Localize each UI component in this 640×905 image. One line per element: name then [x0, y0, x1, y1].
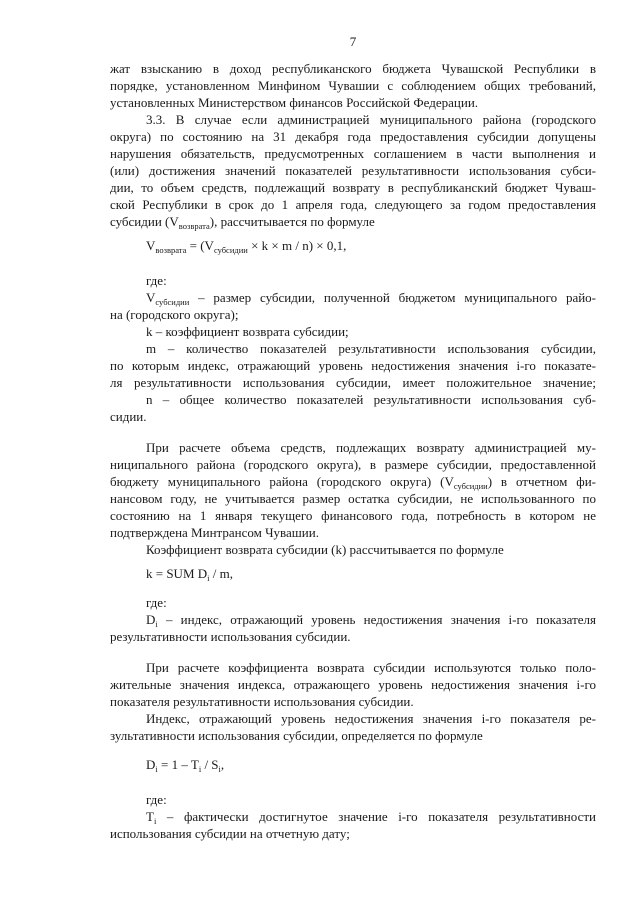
definitions-list: [110, 791, 596, 842]
text-segment: ) в отчетном фи-: [487, 474, 596, 489]
text-line: [110, 289, 596, 306]
text-line: [110, 473, 596, 490]
text-line: порядке, установленном Минфином Чувашии с соблюдением общих требований,: [110, 78, 596, 93]
where-label: где:: [146, 273, 167, 288]
text-section: [110, 659, 596, 744]
text-segment: – индекс, отражающий уровень недостижения значения i-го показателя: [157, 612, 596, 627]
text-line: k – коэффициент возврата субсидии;: [146, 324, 349, 339]
formula-symbol: / S: [201, 757, 219, 772]
subscript: i: [198, 764, 202, 774]
formula-symbol: = 1 – T: [157, 757, 199, 772]
where-label: где:: [146, 792, 167, 807]
subscript: i: [207, 573, 210, 583]
where-label: где:: [146, 595, 167, 610]
subscript: субсидии: [453, 481, 488, 491]
text-segment: бюджету муниципального района (городского округа) (V: [110, 474, 454, 489]
formula-symbol: × k × m / n) × 0,1,: [247, 238, 347, 253]
text-line: на (городского округа);: [110, 307, 239, 322]
text-line: При расчете коэффициента возврата субсидии используются только поло-: [146, 660, 596, 675]
text-line: Коэффициент возврата субсидии (k) рассчитывается по формуле: [146, 542, 504, 557]
text-line: жительные значения индекса, отражающего уровень недостижения значения i-го: [110, 677, 596, 692]
formula-symbol: = (V: [186, 238, 214, 253]
text-line: При расчете объема средств, подлежащих возврату администрацией му-: [146, 440, 596, 455]
text-line: округа) по состоянию на 31 декабря года предоставления субсидии допущены: [110, 129, 596, 144]
subscript: субсидии: [213, 245, 248, 255]
formula-symbol: k = SUM D: [146, 566, 208, 581]
paragraph: [110, 439, 596, 541]
paragraph: [110, 659, 596, 710]
subscript: субсидии: [155, 297, 190, 307]
text-line: ниципального района (городского округа), в размере субсидии, предоставленной: [110, 457, 596, 472]
text-line: (или) достижения значений показателей результативности использования субси-: [110, 163, 596, 178]
paragraph: [110, 541, 596, 558]
paragraph: [110, 710, 596, 744]
text-section: [110, 60, 596, 230]
formula-symbol: ,: [220, 757, 225, 772]
subscript: возврата: [155, 245, 187, 255]
paragraph: [110, 111, 596, 230]
text-line: результативности использования субсидии.: [110, 629, 351, 644]
text-line: по которым индекс, отражающий уровень недостижения значения i-го показате-: [110, 358, 596, 373]
text-line: жат взысканию в доход республиканского бюджета Чувашской Республики в: [110, 61, 596, 76]
text-line: подтверждена Минтрансом Чувашии.: [110, 525, 319, 540]
text-line: нансовом году, не учитывается размер остатка субсидии, не использованного по: [110, 491, 596, 506]
text-segment: V: [146, 290, 156, 305]
formula-block: [110, 565, 596, 582]
text-line: [110, 808, 596, 825]
text-segment: – фактически достигнутое значение i-го показателя результативности: [156, 809, 596, 824]
paragraph: [110, 60, 596, 111]
text-line: сидии.: [110, 409, 147, 424]
text-line: Индекс, отражающий уровень недостижения значения i-го показателя ре-: [146, 711, 596, 726]
text-line: использования субсидии на отчетную дату;: [110, 826, 350, 841]
text-segment: D: [146, 612, 156, 627]
text-line: [110, 611, 596, 628]
text-segment: – размер субсидии, полученной бюджетом муниципального райо-: [189, 290, 596, 305]
formula-block: [110, 756, 596, 773]
subscript: i: [155, 619, 158, 629]
text-line: дии, то объем средств, подлежащий возврату в республиканский бюджет Чуваш-: [110, 180, 596, 195]
text-section: [110, 439, 596, 558]
text-line: n – общее количество показателей результативности использования суб-: [146, 392, 596, 407]
text-segment: T: [146, 809, 154, 824]
text-line: ля результативности использования субсидии, имеет положительное значение;: [110, 375, 596, 390]
text-line: показателя результативности использования субсидии.: [110, 694, 414, 709]
text-line: 3.3. В случае если администрацией муниципального района (городского: [146, 112, 596, 127]
text-segment: ), рассчитывается по формуле: [209, 214, 375, 229]
formula: [110, 237, 596, 254]
subscript: i: [153, 816, 157, 826]
subscript: возврата: [178, 221, 210, 231]
formula-symbol: V: [146, 238, 156, 253]
definitions-list: [110, 594, 596, 645]
formula: [110, 565, 596, 582]
subscript: i: [218, 764, 221, 774]
text-line: ской Республики в срок до 1 апреля года, следующего за годом предоставления: [110, 197, 596, 212]
text-line: m – количество показателей результативности использования субсидии,: [146, 341, 596, 356]
page-number: 7: [349, 34, 357, 49]
text-line: нарушения обязательств, предусмотренных соглашением в части выполнения и: [110, 146, 596, 161]
formula: [110, 756, 596, 773]
text-segment: субсидии (V: [110, 214, 179, 229]
text-line: установленных Министерством финансов Российской Федерации.: [110, 95, 479, 110]
text-line: состоянию на 1 января текущего финансового года, потребность в котором не: [110, 508, 596, 523]
text-line: [110, 213, 596, 230]
formula-symbol: / m,: [209, 566, 234, 581]
subscript: i: [155, 764, 158, 774]
formula-block: [110, 237, 596, 254]
definitions-list: [110, 272, 596, 425]
formula-symbol: D: [146, 757, 156, 772]
text-line: зультативности использования субсидии, определяется по формуле: [110, 728, 483, 743]
